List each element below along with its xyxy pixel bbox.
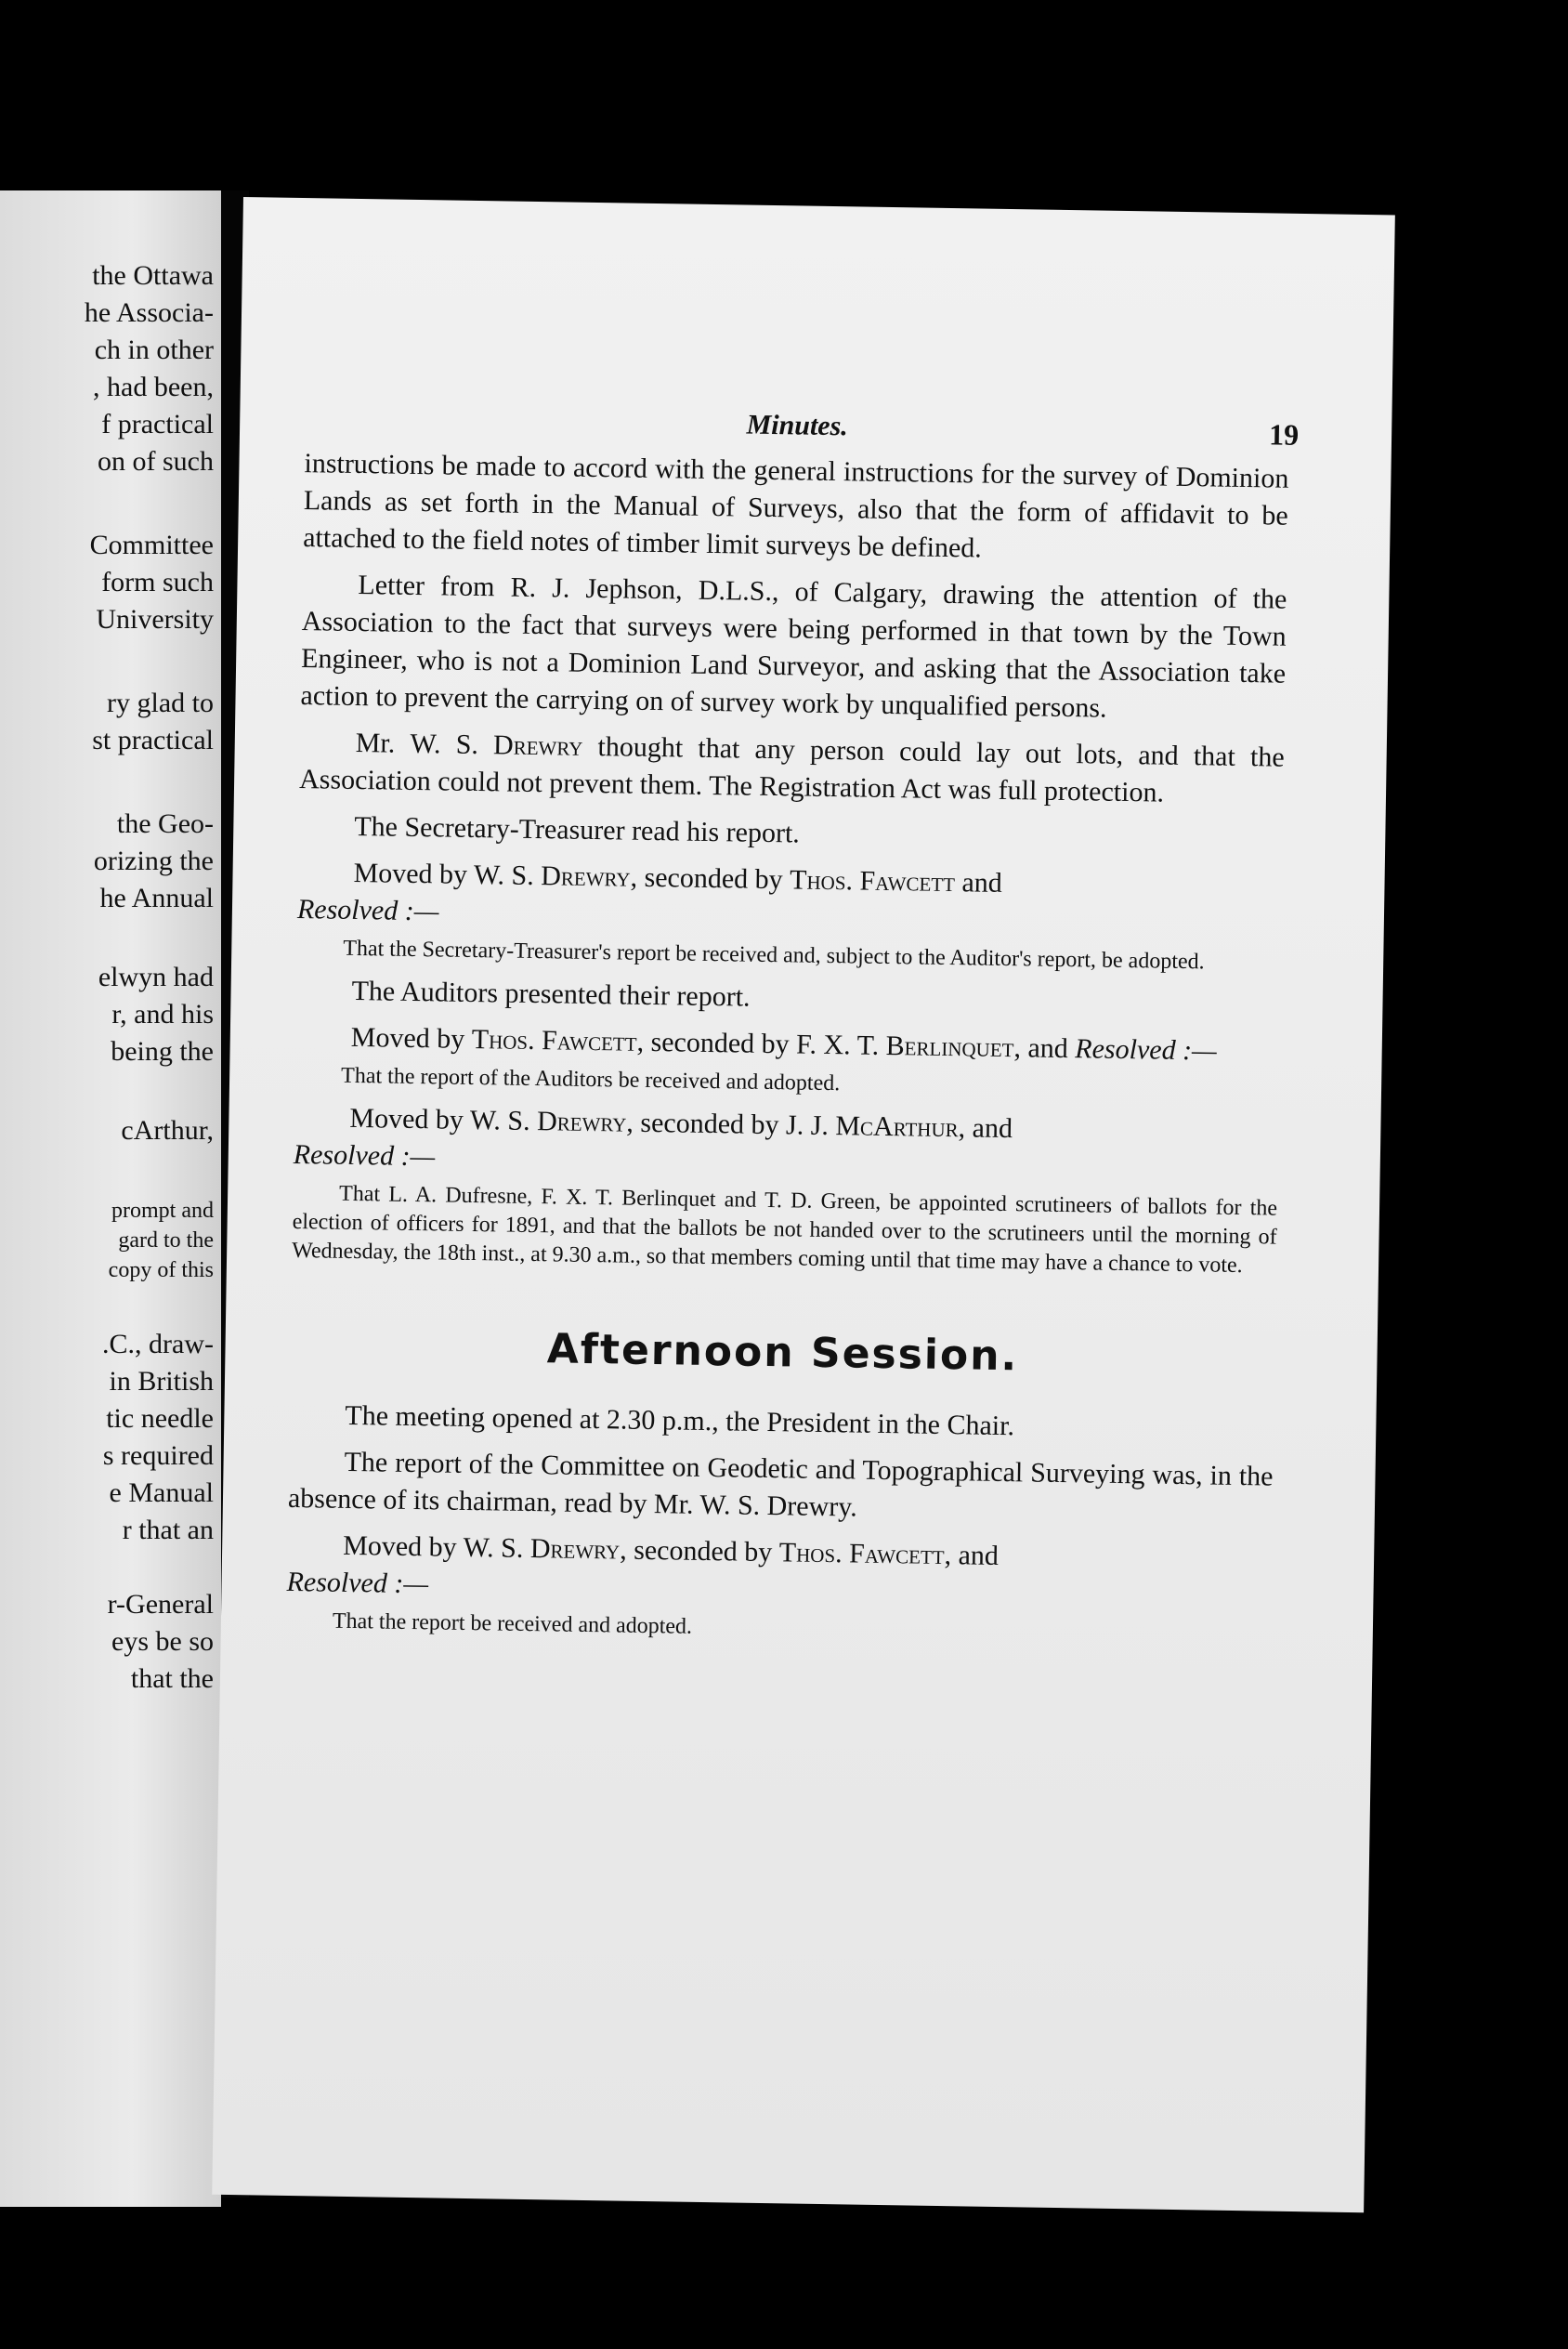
left-page-line: st practical [92, 725, 214, 755]
left-page-line: r that an [122, 1515, 214, 1545]
left-page-line: copy of this [108, 1258, 214, 1282]
left-page-line: Committee [89, 530, 214, 560]
motion: Moved by Thos. Fawcett, seconded by F. X. T. Berlinquet, and Resolved :— [350, 1021, 1218, 1067]
resolution: That the report be received and adopted. [332, 1608, 693, 1639]
page [212, 197, 1395, 2212]
left-page-line: the Geo- [116, 808, 214, 839]
page-content [286, 402, 1300, 1650]
resolved-label: Resolved :— [296, 894, 439, 927]
left-page-line: , had been, [93, 372, 214, 402]
left-page-line: the Ottawa [92, 260, 214, 291]
resolved-label: Resolved :— [286, 1566, 429, 1600]
resolution: That the report of the Auditors be received and adopted. [340, 1063, 841, 1096]
motion: Moved by W. S. Drewry, seconded by Thos. Fawcett, and [342, 1529, 1000, 1571]
left-page-line: gard to the [118, 1228, 214, 1253]
motion: Moved by W. S. Drewry, seconded by J. J. McArthur, and [349, 1102, 1013, 1145]
left-page-line: .C., draw- [102, 1329, 214, 1359]
left-page-line: e Manual [109, 1477, 214, 1508]
left-page-line: s required [102, 1440, 214, 1471]
paragraph: The Secretary-Treasurer read his report. [354, 810, 801, 849]
left-page-line: ry glad to [107, 688, 214, 718]
left-page-line: he Associa- [84, 297, 214, 328]
resolution: That the Secretary-Treasurer's report be received and, subject to the Auditor's report, be adopted. [343, 936, 1205, 975]
left-page-line: he Annual [99, 883, 214, 913]
resolved-label: Resolved :— [293, 1138, 436, 1173]
left-page-line: elwyn had [98, 962, 214, 992]
resolution: That L. A. Dufresne, F. X. T. Berlinquet and T. D. Green, be appointed scrutineers of ballots for the election of officers for 1891, and that the ballots be not handed over to the scrutineers until the morning of Wednesday, the 18th inst., at 9.30 a.m., so that members coming until that time may have a chance to vote. [291, 1181, 1278, 1279]
left-page-line: r-General [107, 1589, 214, 1620]
left-page-line: r, and his [111, 999, 214, 1030]
left-page-line: on of such [98, 446, 214, 477]
left-page-line: ch in other [94, 335, 214, 365]
motion: Moved by W. S. Drewry, seconded by Thos. Fawcett and [353, 857, 1003, 899]
left-page-line: form such [101, 567, 214, 597]
paragraph: The meeting opened at 2.30 p.m., the President in the Chair. [345, 1399, 1015, 1442]
paragraph: Letter from R. J. Jephson, D.L.S., of Calgary, drawing the attention of the Association to the fact that surveys were being performed in that town by the Town Engineer, who is not a Dominion Land Surveyor, and asking that the Association take action to prevent the carrying on of survey work by unqualified persons. [300, 569, 1287, 724]
paragraph: The report of the Committee on Geodetic and Topographical Surveying was, in the absence of its chairman, read by Mr. W. S. Drewry. [287, 1446, 1274, 1523]
left-page-line: f practical [101, 409, 214, 440]
previous-page-strip [0, 190, 221, 2207]
left-page-line: prompt and [111, 1199, 214, 1223]
section-heading: Afternoon Session. [546, 1325, 1019, 1381]
left-page-line: cArthur, [121, 1115, 214, 1146]
paragraph: Mr. W. S. Drewry thought that any person could lay out lots, and that the Association could not prevent them. The Registration Act was full protection. [298, 727, 1285, 808]
paragraph: instructions be made to accord with the general instructions for the survey of Dominion Lands as set forth in the Manual of Surveys, also that the form of affidavit to be attached to the field notes of timber limit surveys be defined. [302, 448, 1289, 564]
running-title: Minutes. [746, 409, 849, 442]
left-page-line: tic needle [106, 1403, 214, 1434]
left-page-line: eys be so [111, 1626, 214, 1657]
left-page-line: University [96, 604, 214, 635]
left-page-line: in British [109, 1366, 214, 1397]
left-page-line: orizing the [93, 846, 214, 876]
page-number: 19 [1268, 417, 1300, 452]
left-page-line: that the [130, 1663, 214, 1694]
paragraph: The Auditors presented their report. [351, 975, 751, 1013]
left-page-line: being the [111, 1036, 214, 1067]
